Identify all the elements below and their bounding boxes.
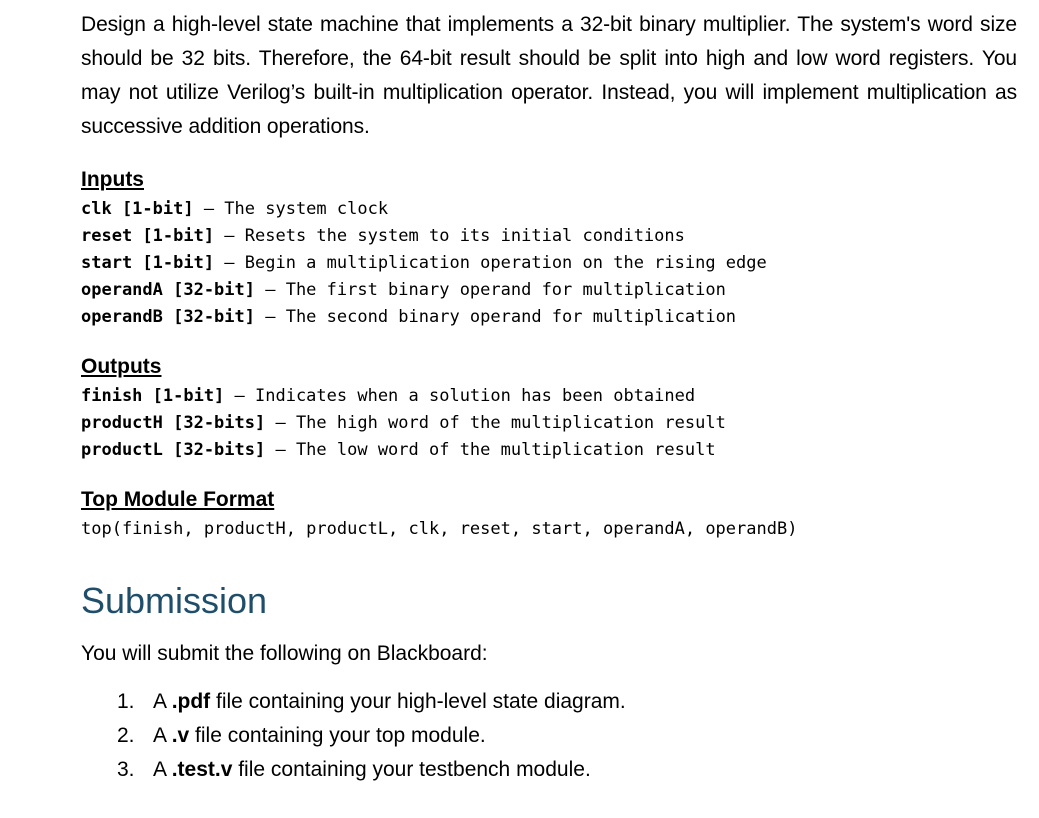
- signal-name: finish [1-bit]: [81, 386, 225, 406]
- signal-description: – Begin a multiplication operation on the rising edge: [214, 253, 767, 273]
- input-item-reset: [81, 223, 1017, 250]
- signal-description: – Resets the system to its initial conditions: [214, 226, 685, 246]
- output-item-finish: [81, 383, 1017, 410]
- signal-description: – The second binary operand for multiplication: [255, 307, 737, 327]
- output-item-productl: [81, 437, 1017, 464]
- input-item-operanda: [81, 277, 1017, 304]
- signal-name: operandA [32-bit]: [81, 280, 255, 300]
- signal-name: reset [1-bit]: [81, 226, 215, 246]
- top-module-heading: Top Module Format: [81, 488, 275, 511]
- signal-name: start [1-bit]: [81, 253, 215, 273]
- item-prefix: A: [153, 758, 172, 781]
- signal-name: productL [32-bits]: [81, 440, 266, 460]
- file-extension: .pdf: [171, 690, 211, 713]
- outputs-heading: Outputs: [81, 355, 162, 378]
- item-text: file containing your top module.: [189, 724, 486, 747]
- submission-heading: Submission: [81, 580, 268, 621]
- signal-description: – The system clock: [193, 199, 389, 219]
- signal-name: productH [32-bits]: [81, 413, 266, 433]
- item-prefix: A: [153, 724, 172, 747]
- file-extension: .test.v: [171, 758, 233, 781]
- list-number: 1.: [117, 690, 135, 713]
- top-module-signature: top(finish, productH, productL, clk, reset, start, operandA, operandB): [81, 519, 798, 539]
- signal-name: operandB [32-bit]: [81, 307, 255, 327]
- signal-description: – The first binary operand for multiplication: [255, 280, 726, 300]
- submission-item-test: [81, 753, 1017, 787]
- signal-description: – The low word of the multiplication result: [265, 440, 716, 460]
- intro-paragraph: Design a high-level state machine that implements a 32-bit binary multiplier. The system's word size should be 32 bits. Therefore, the 64-bit result should be split into high and low word registers. You may not utilize Verilog’s built-in multiplication operator. Instead, you will implement multiplication as successive addition operations.: [81, 13, 1017, 138]
- output-item-producth: [81, 410, 1017, 437]
- file-extension: .v: [171, 724, 190, 747]
- input-item-operandb: [81, 304, 1017, 331]
- submission-lead: You will submit the following on Blackboard:: [81, 642, 488, 665]
- outputs-list: [81, 383, 1017, 464]
- submission-item-pdf: [81, 685, 1017, 719]
- list-number: 2.: [117, 724, 135, 747]
- input-item-clk: [81, 196, 1017, 223]
- signal-name: clk [1-bit]: [81, 199, 194, 219]
- submission-item-v: [81, 719, 1017, 753]
- input-item-start: [81, 250, 1017, 277]
- item-text: file containing your testbench module.: [232, 758, 591, 781]
- item-prefix: A: [153, 690, 172, 713]
- signal-description: – Indicates when a solution has been obtained: [224, 386, 696, 406]
- submission-list: [81, 685, 1017, 787]
- inputs-list: [81, 196, 1017, 331]
- list-number: 3.: [117, 758, 135, 781]
- inputs-heading: Inputs: [81, 168, 144, 191]
- document-page: [81, 0, 1017, 787]
- signal-description: – The high word of the multiplication result: [265, 413, 726, 433]
- item-text: file containing your high-level state diagram.: [210, 690, 626, 713]
